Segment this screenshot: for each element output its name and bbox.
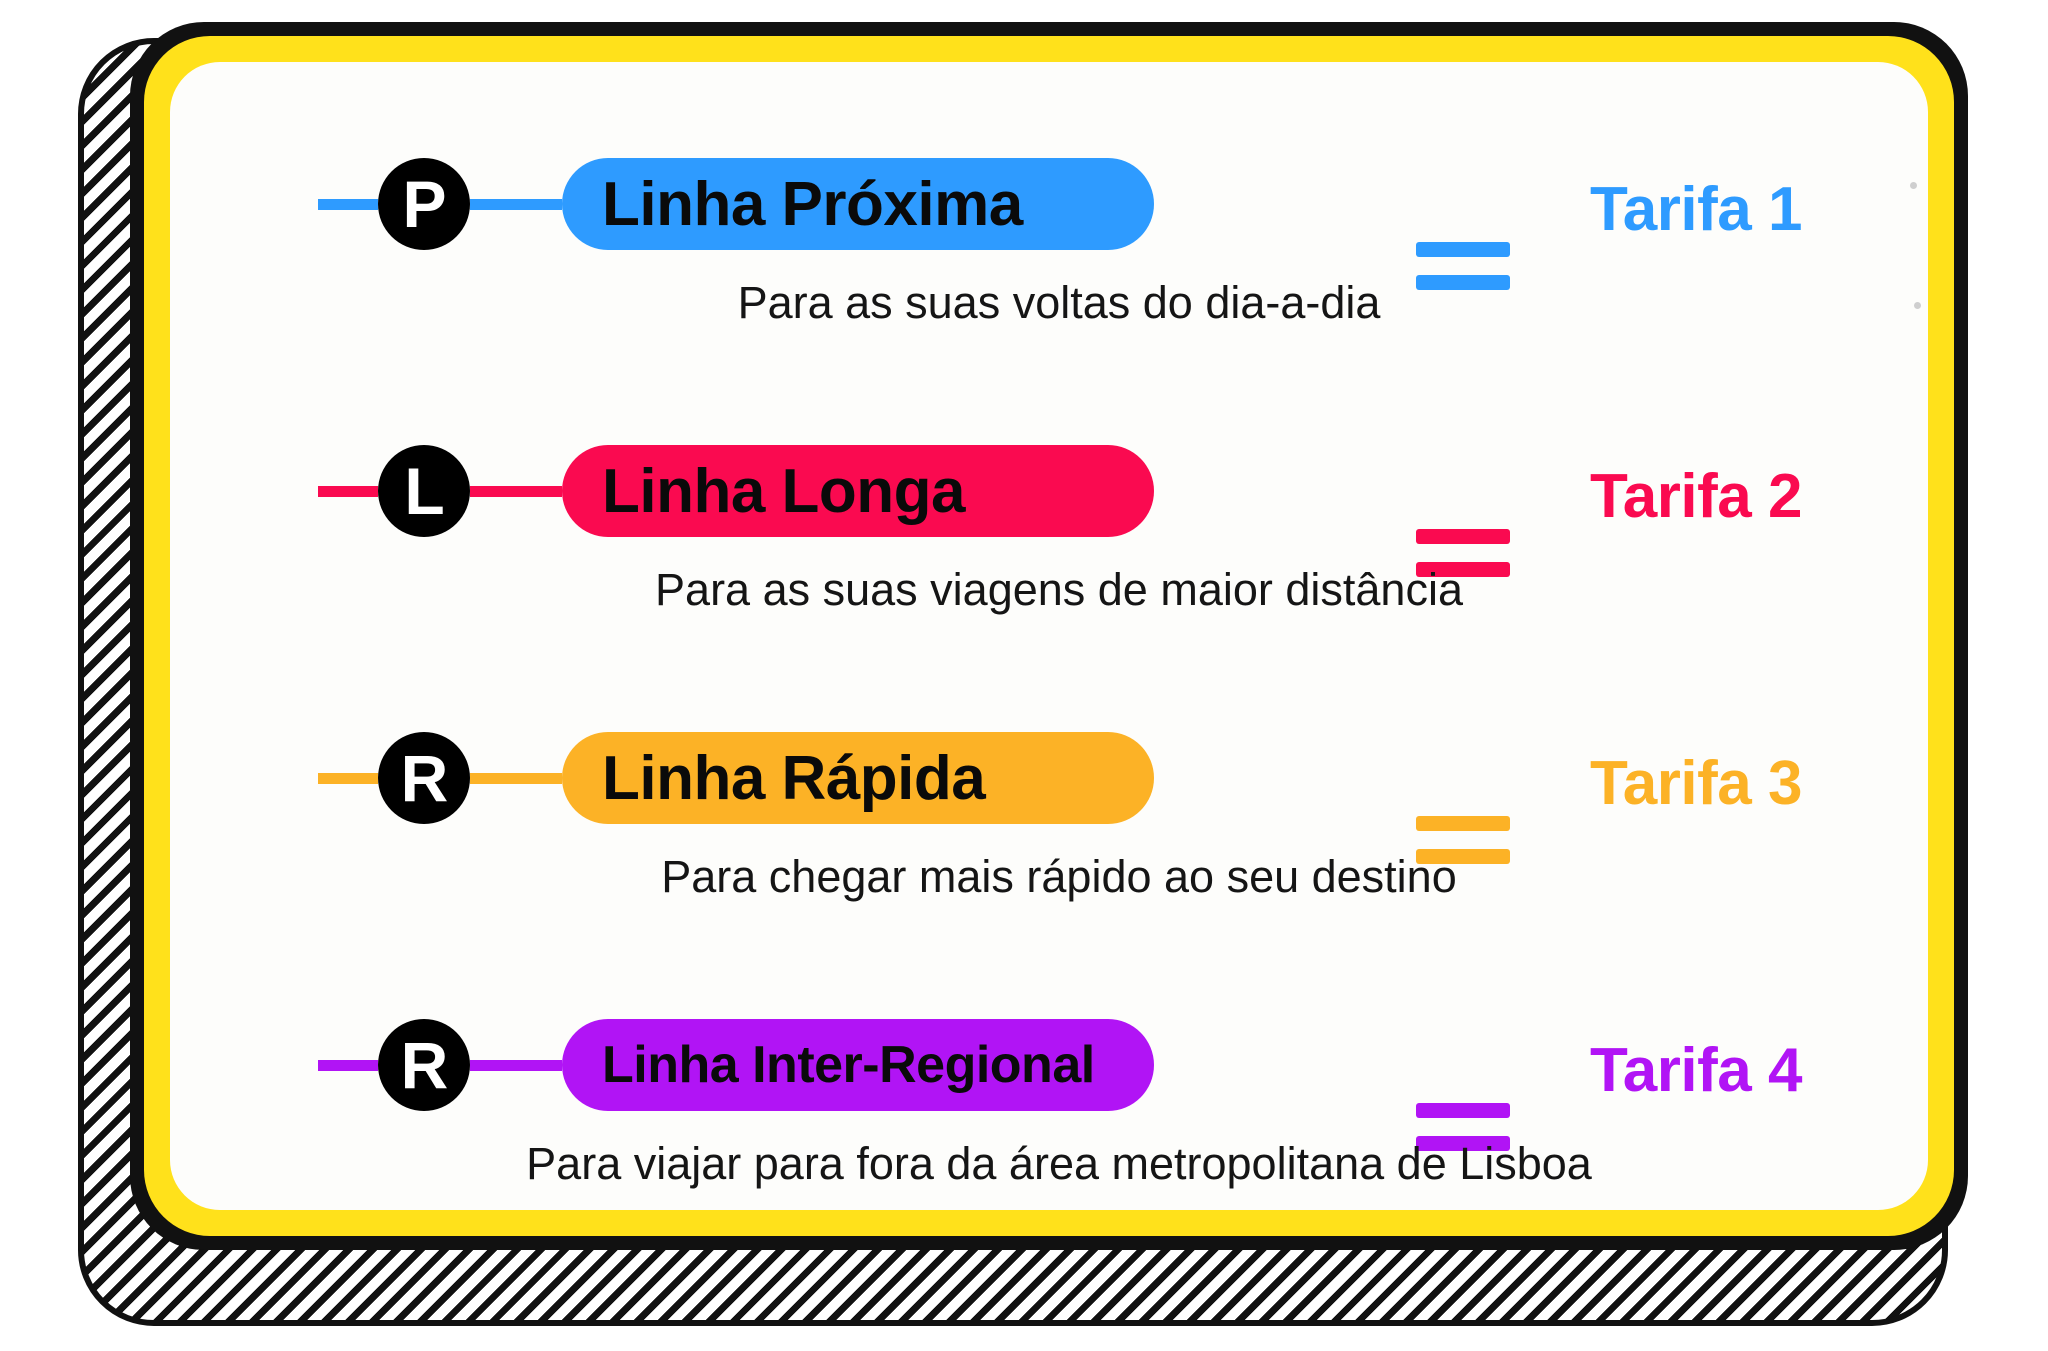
fare-label: Tarifa 2: [1590, 462, 1802, 531]
fare-label: Tarifa 4: [1590, 1036, 1802, 1105]
fare-row: [170, 349, 1928, 636]
line-name-label: Linha Longa: [602, 456, 966, 526]
line-name-label: Linha Inter-Regional: [602, 1036, 1095, 1094]
edge-dot: [1910, 182, 1917, 189]
line-group: [318, 732, 1154, 824]
line-group: [318, 158, 1154, 250]
line-badge: L: [378, 445, 470, 537]
fare-rows: [170, 62, 1928, 1210]
line-stub-mid: [470, 1060, 562, 1071]
line-pill[interactable]: [562, 445, 1154, 537]
line-name-label: Linha Próxima: [602, 169, 1023, 239]
edge-dot: [1914, 302, 1921, 309]
line-pill[interactable]: [562, 158, 1154, 250]
fare-row: [170, 62, 1928, 349]
fare-caption: Para viajar para fora da área metropolitana de Lisboa: [526, 1138, 1592, 1189]
fare-row: [170, 923, 1928, 1210]
line-stub-mid: [470, 199, 562, 210]
line-name-label: Linha Rápida: [602, 743, 986, 813]
line-pill[interactable]: [562, 732, 1154, 824]
card-body: [170, 62, 1928, 1210]
line-stub-mid: [470, 773, 562, 784]
line-stub-left: [318, 773, 378, 784]
line-badge: R: [378, 1019, 470, 1111]
line-stub-left: [318, 486, 378, 497]
line-stub-left: [318, 1060, 378, 1071]
line-badge: P: [378, 158, 470, 250]
fare-caption: Para as suas voltas do dia-a-dia: [737, 277, 1381, 328]
line-pill[interactable]: [562, 1019, 1154, 1111]
fare-label: Tarifa 3: [1590, 749, 1802, 818]
fare-label: Tarifa 1: [1590, 175, 1802, 244]
fare-row: [170, 636, 1928, 923]
line-group: [318, 1019, 1154, 1111]
line-group: [318, 445, 1154, 537]
line-stub-left: [318, 199, 378, 210]
line-stub-mid: [470, 486, 562, 497]
fare-caption: Para chegar mais rápido ao seu destino: [661, 851, 1457, 902]
line-badge: R: [378, 732, 470, 824]
fare-caption: Para as suas viagens de maior distância: [655, 564, 1463, 615]
